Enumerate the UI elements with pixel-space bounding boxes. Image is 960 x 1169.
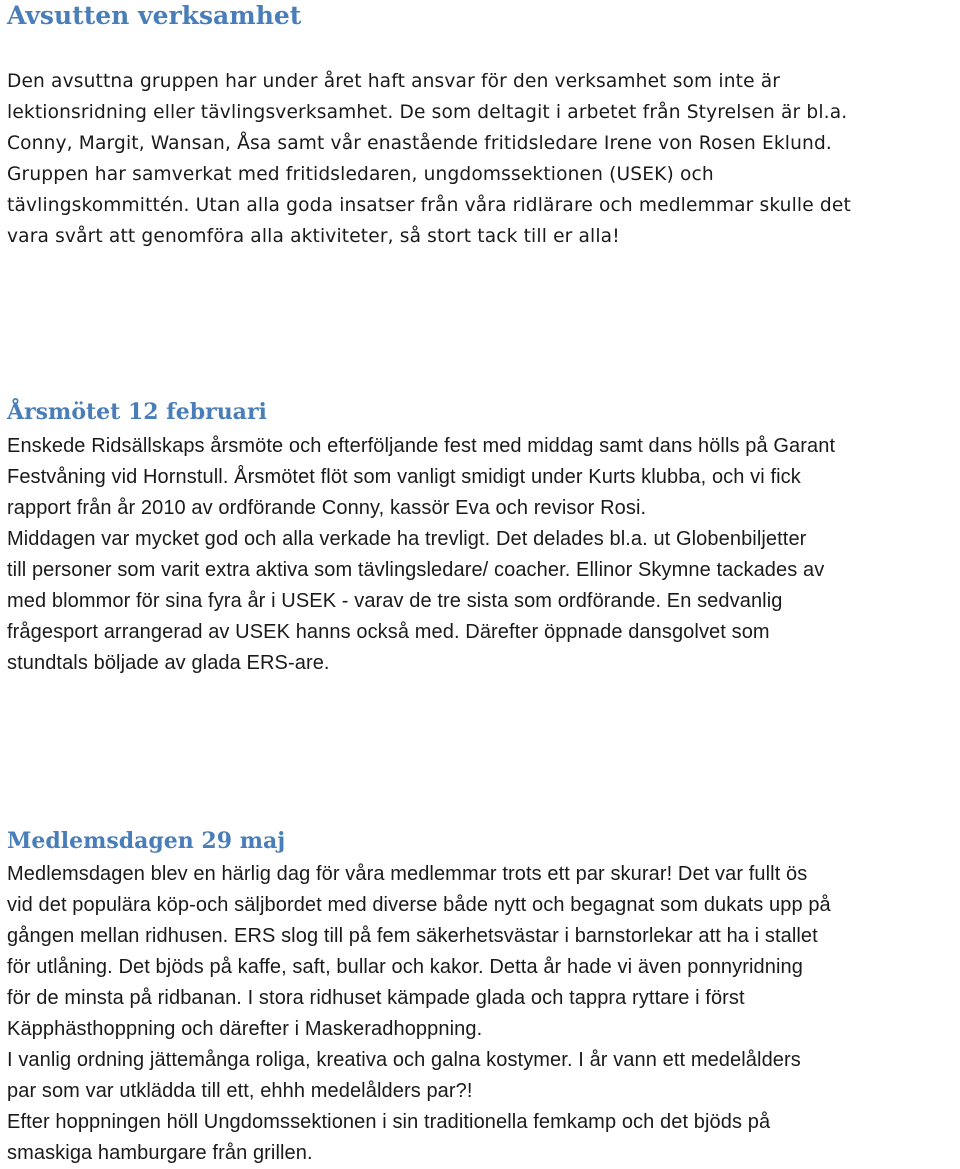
section-heading: Avsutten verksamhet bbox=[7, 1, 302, 30]
text-line: för de minsta på ridbanan. I stora ridhuset kämpade glada och tappra ryttare i först bbox=[7, 987, 745, 1009]
text-line: lektionsridning eller tävlingsverksamhet. De som deltagit i arbetet från Styrelsen är bl.a. bbox=[7, 102, 848, 123]
text-line: med blommor för sina fyra år i USEK - varav de tre sista som ordförande. En sedvanlig bbox=[7, 590, 783, 612]
text-line: Middagen var mycket god och alla verkade ha trevligt. Det delades bl.a. ut Globenbiljetter bbox=[7, 528, 807, 550]
text-line: gången mellan ridhusen. ERS slog till på fem säkerhetsvästar i barnstorlekar att ha i stallet bbox=[7, 925, 818, 947]
text-line: Medlemsdagen blev en härlig dag för våra medlemmar trots ett par skurar! Det var fullt ös bbox=[7, 863, 808, 885]
text-line: Gruppen har samverkat med fritidsledaren, ungdomssektionen (USEK) och bbox=[7, 164, 714, 185]
text-line: Festvåning vid Hornstull. Årsmötet flöt som vanligt smidigt under Kurts klubba, och vi fick bbox=[7, 466, 801, 488]
text-line: smaskiga hamburgare från grillen. bbox=[7, 1142, 313, 1164]
section-heading: Årsmötet 12 februari bbox=[7, 399, 267, 425]
text-line: stundtals böljade av glada ERS-are. bbox=[7, 652, 330, 674]
text-line: Efter hoppningen höll Ungdomssektionen i sin traditionella femkamp och det bjöds på bbox=[7, 1111, 771, 1133]
section-paragraph bbox=[7, 66, 957, 252]
text-line: Conny, Margit, Wansan, Åsa samt vår enastående fritidsledare Irene von Rosen Eklund. bbox=[7, 133, 832, 154]
section-avsutten-verksamhet bbox=[7, 0, 957, 252]
section-paragraph bbox=[7, 859, 957, 1169]
section-medlemsdagen bbox=[7, 826, 957, 1169]
text-line: rapport från år 2010 av ordförande Conny, kassör Eva och revisor Rosi. bbox=[7, 497, 647, 519]
text-line: vara svårt att genomföra alla aktiviteter, så stort tack till er alla! bbox=[7, 226, 620, 247]
text-line: I vanlig ordning jättemånga roliga, kreativa och galna kostymer. I år vann ett medelålders bbox=[7, 1049, 801, 1071]
section-heading: Medlemsdagen 29 maj bbox=[7, 828, 286, 854]
section-paragraph bbox=[7, 431, 957, 679]
text-line: frågesport arrangerad av USEK hanns också med. Därefter öppnade dansgolvet som bbox=[7, 621, 770, 643]
text-line: för utlåning. Det bjöds på kaffe, saft, bullar och kakor. Detta år hade vi även ponnyridning bbox=[7, 956, 803, 978]
text-line: Käpphästhoppning och därefter i Maskeradhoppning. bbox=[7, 1018, 483, 1040]
text-line: till personer som varit extra aktiva som tävlingsledare/ coacher. Ellinor Skymne tackades av bbox=[7, 559, 825, 581]
text-line: par som var utklädda till ett, ehhh medelålders par?! bbox=[7, 1080, 473, 1102]
text-line: Den avsuttna gruppen har under året haft ansvar för den verksamhet som inte är bbox=[7, 71, 781, 92]
text-line: Enskede Ridsällskaps årsmöte och efterföljande fest med middag samt dans hölls på Garant bbox=[7, 435, 836, 457]
text-line: tävlingskommittén. Utan alla goda insatser från våra ridlärare och medlemmar skulle det bbox=[7, 195, 851, 216]
text-line: vid det populära köp-och säljbordet med diverse både nytt och begagnat som dukats upp på bbox=[7, 894, 831, 916]
section-arsmotet bbox=[7, 397, 957, 679]
